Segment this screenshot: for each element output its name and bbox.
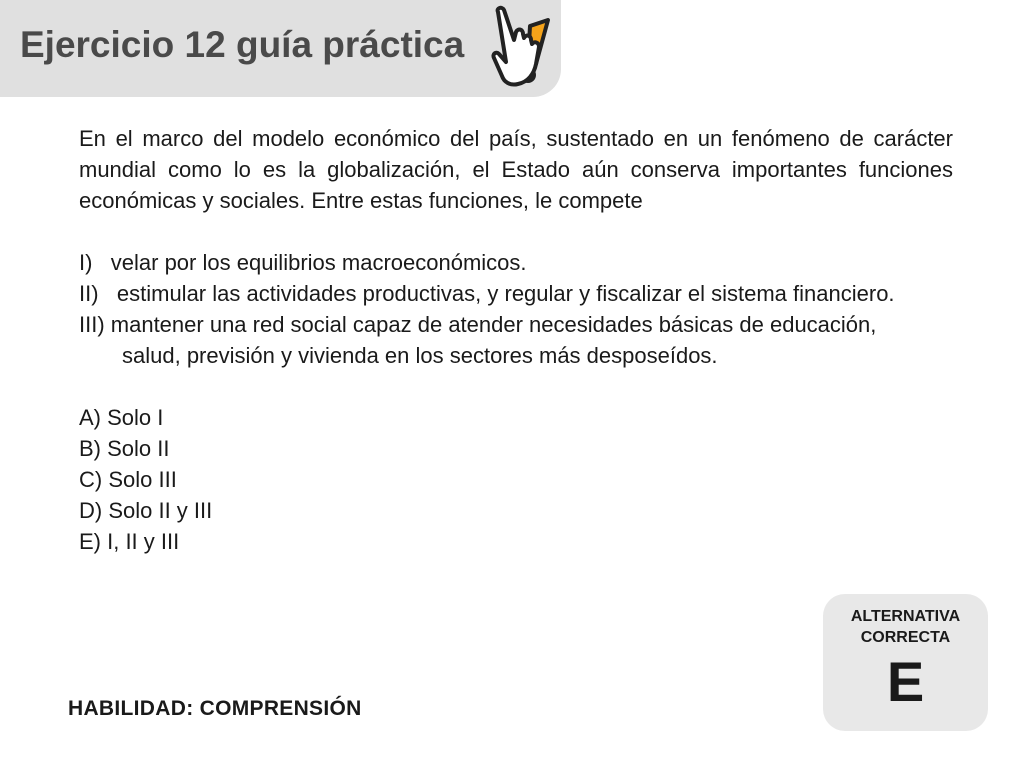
answer-label xyxy=(823,606,988,648)
skill-label: HABILIDAD: COMPRENSIÓN xyxy=(68,697,362,720)
statement-iii: III) mantener una red social capaz de atender necesidades básicas de educación, xyxy=(79,312,877,337)
correct-answer-badge xyxy=(823,594,988,731)
question-stem: En el marco del modelo económico del país, sustentado en un fenómeno de carácter mundial como lo es la globalización, el Estado aún conserva importantes funciones económicas y sociales. Entre estas funciones, le compete xyxy=(79,126,953,213)
option-b: B) Solo II xyxy=(79,436,170,461)
hand-pointer-exclamation-icon xyxy=(484,2,564,94)
option-e: E) I, II y III xyxy=(79,529,180,554)
statement-iii-continued: salud, previsión y vivienda en los sectores más desposeídos. xyxy=(122,343,718,368)
option-c: C) Solo III xyxy=(79,467,177,492)
statement-i: I) velar por los equilibrios macroeconómicos. xyxy=(79,250,527,275)
statement-ii: II) estimular las actividades productivas, y regular y fiscalizar el sistema financiero. xyxy=(79,281,895,306)
option-d: D) Solo II y III xyxy=(79,498,213,523)
option-a: A) Solo I xyxy=(79,405,164,430)
title-banner xyxy=(0,0,561,97)
answer-label-line2: CORRECTA xyxy=(860,629,951,646)
answer-letter: E xyxy=(886,650,925,713)
page-title: Ejercicio 12 guía práctica xyxy=(20,24,465,65)
question-content xyxy=(79,123,953,557)
answer-label-line1: ALTERNATIVA xyxy=(850,608,961,625)
